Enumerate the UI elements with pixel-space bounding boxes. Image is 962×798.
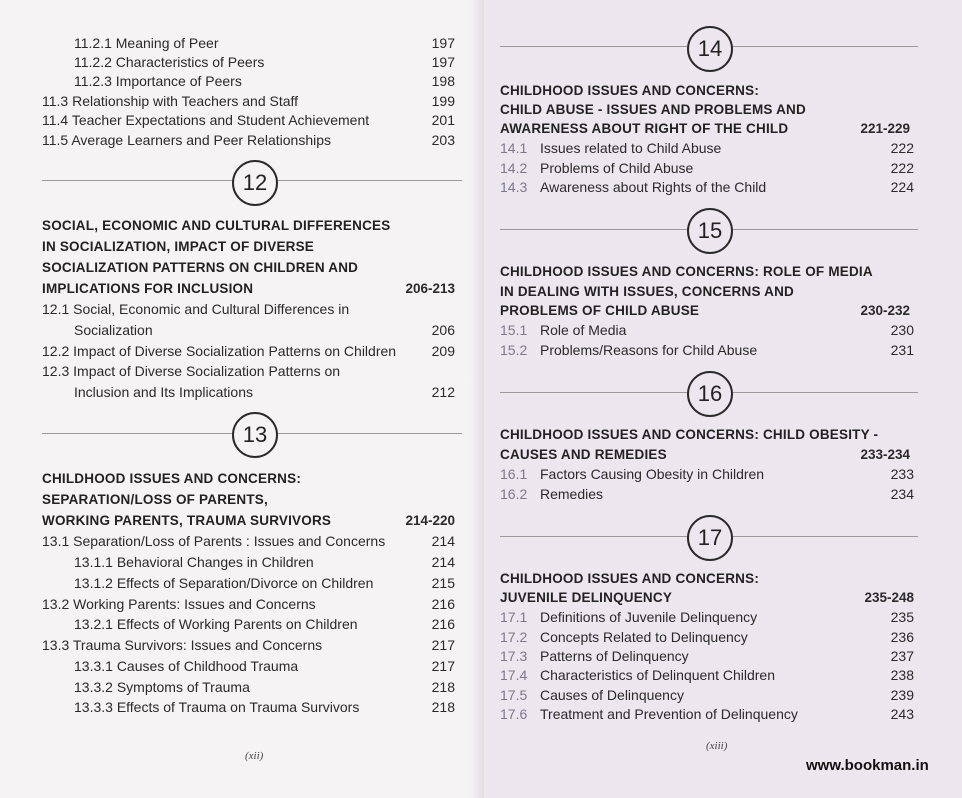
- page-folio: (xiii): [706, 740, 728, 752]
- toc-entry-16-1: [500, 465, 764, 483]
- page-number: 243: [890, 706, 914, 722]
- chapter-title-line: CHILDHOOD ISSUES AND CONCERNS: ROLE OF MEDIA: [500, 264, 873, 279]
- toc-entry-13-1: 13.1 Separation/Loss of Parents : Issues and Concerns: [42, 533, 386, 549]
- page-number: 233: [890, 466, 914, 482]
- section-number: 14.3: [500, 179, 528, 195]
- chapter-number-badge: 14: [687, 26, 733, 72]
- chapter-number-badge: 12: [232, 160, 278, 206]
- page-number: 230: [890, 322, 914, 338]
- toc-entry-13-3: 13.3 Trauma Survivors: Issues and Concerns: [42, 637, 323, 653]
- page-number: 222: [890, 140, 914, 156]
- section-title: Patterns of Delinquency: [540, 648, 689, 664]
- page-number: 234: [890, 486, 914, 502]
- chapter-title-line: IMPLICATIONS FOR INCLUSION: [42, 281, 254, 296]
- chapter-number-badge: 16: [687, 371, 733, 417]
- section-title: Awareness about Rights of the Child: [540, 179, 767, 195]
- section-number: 16.1: [500, 466, 528, 482]
- chapter-page-range: 214-220: [405, 513, 455, 528]
- section-title: Treatment and Prevention of Delinquency: [540, 706, 798, 722]
- section-title: Problems/Reasons for Child Abuse: [540, 342, 758, 358]
- toc-entry-17-6: [500, 705, 798, 723]
- watermark-url: www.bookman.in: [806, 757, 929, 774]
- section-number: 17.4: [500, 667, 528, 683]
- page-number: 206: [431, 322, 455, 338]
- chapter-title-line: CHILDHOOD ISSUES AND CONCERNS:: [500, 571, 760, 586]
- chapter-number-badge: 15: [687, 208, 733, 254]
- page-number: 216: [431, 616, 455, 632]
- section-title: Causes of Delinquency: [540, 687, 684, 703]
- chapter-page-range: 221-229: [860, 121, 910, 136]
- section-number: 17.3: [500, 648, 528, 664]
- toc-entry-13-3-2: 13.3.2 Symptoms of Trauma: [74, 679, 250, 695]
- page-number: 214: [431, 533, 455, 549]
- chapter-title-line: IN DEALING WITH ISSUES, CONCERNS AND: [500, 284, 794, 299]
- chapter-page-range: 230-232: [860, 303, 910, 318]
- chapter-title-line: SEPARATION/LOSS OF PARENTS,: [42, 492, 268, 507]
- chapter-title-line: CAUSES AND REMEDIES: [500, 447, 667, 462]
- page-number: 209: [431, 343, 455, 359]
- chapter-title-line: WORKING PARENTS, TRAUMA SURVIVORS: [42, 513, 332, 528]
- section-number: 16.2: [500, 486, 528, 502]
- chapter-title-line: JUVENILE DELINQUENCY: [500, 590, 673, 605]
- toc-entry-16-2: [500, 485, 603, 503]
- page-number: 216: [431, 596, 455, 612]
- toc-entry-14-1: [500, 139, 721, 157]
- section-title: Problems of Child Abuse: [540, 160, 694, 176]
- chapter-title-line: SOCIALIZATION PATTERNS ON CHILDREN AND: [42, 260, 359, 275]
- toc-entry-17-4: [500, 666, 775, 684]
- chapter-title-line: SOCIAL, ECONOMIC AND CULTURAL DIFFERENCES: [42, 218, 391, 233]
- toc-entry-13-1-2: 13.1.2 Effects of Separation/Divorce on Children: [74, 575, 374, 591]
- page-number: 214: [431, 554, 455, 570]
- toc-entry-13-2: 13.2 Working Parents: Issues and Concerns: [42, 596, 316, 612]
- page-number: 235: [890, 609, 914, 625]
- chapter-number-badge: 17: [687, 515, 733, 561]
- toc-entry-11-2-1: 11.2.1 Meaning of Peer: [74, 35, 219, 51]
- page-number: 197: [431, 54, 455, 70]
- chapter-page-range: 206-213: [405, 281, 455, 296]
- toc-entry-17-3: [500, 647, 689, 665]
- chapter-page-range: 235-248: [864, 590, 914, 605]
- toc-entry-17-2: [500, 628, 748, 646]
- section-number: 17.1: [500, 609, 528, 625]
- chapter-title-line: IN SOCIALIZATION, IMPACT OF DIVERSE: [42, 239, 315, 254]
- section-number: 15.2: [500, 342, 528, 358]
- section-number: 15.1: [500, 322, 528, 338]
- section-number: 17.6: [500, 706, 528, 722]
- toc-entry-12-1-cont: Socialization: [74, 322, 153, 338]
- page-number: 224: [890, 179, 914, 195]
- chapter-title-line: CHILD ABUSE - ISSUES AND PROBLEMS AND: [500, 102, 806, 117]
- page-number: 217: [431, 637, 455, 653]
- toc-entry-12-3: 12.3 Impact of Diverse Socialization Patterns on: [42, 363, 341, 379]
- chapter-title-line: AWARENESS ABOUT RIGHT OF THE CHILD: [500, 121, 789, 136]
- page-number: 199: [431, 93, 455, 109]
- section-title: Concepts Related to Delinquency: [540, 629, 748, 645]
- page-folio: (xii): [245, 750, 264, 762]
- page-number: 222: [890, 160, 914, 176]
- section-title: Characteristics of Delinquent Children: [540, 667, 775, 683]
- toc-entry-11-4: 11.4 Teacher Expectations and Student Achievement: [42, 112, 370, 128]
- section-number: 17.2: [500, 629, 528, 645]
- toc-entry-11-3: 11.3 Relationship with Teachers and Staff: [42, 93, 299, 109]
- toc-entry-15-1: [500, 321, 626, 339]
- toc-entry-15-2: [500, 341, 757, 359]
- page-number: 231: [890, 342, 914, 358]
- page-number: 197: [431, 35, 455, 51]
- section-number: 17.5: [500, 687, 528, 703]
- toc-entry-11-2-3: 11.2.3 Importance of Peers: [74, 73, 242, 89]
- section-title: Definitions of Juvenile Delinquency: [540, 609, 758, 625]
- chapter-title-line: CHILDHOOD ISSUES AND CONCERNS: CHILD OBESITY -: [500, 427, 879, 442]
- page-number: 238: [890, 667, 914, 683]
- toc-entry-14-2: [500, 159, 693, 177]
- right-page: [484, 0, 962, 798]
- section-title: Issues related to Child Abuse: [540, 140, 722, 156]
- section-number: 14.1: [500, 140, 528, 156]
- section-number: 14.2: [500, 160, 528, 176]
- chapter-page-range: 233-234: [860, 447, 910, 462]
- toc-entry-11-5: 11.5 Average Learners and Peer Relationships: [42, 132, 332, 148]
- toc-entry-12-3-cont: Inclusion and Its Implications: [74, 384, 253, 400]
- toc-entry-12-1: 12.1 Social, Economic and Cultural Differences in: [42, 301, 350, 317]
- toc-entry-17-1: [500, 608, 757, 626]
- toc-entry-17-5: [500, 686, 684, 704]
- section-title: Role of Media: [540, 322, 627, 338]
- page-number: 212: [431, 384, 455, 400]
- page-number: 201: [431, 112, 455, 128]
- toc-entry-13-2-1: 13.2.1 Effects of Working Parents on Children: [74, 616, 358, 632]
- section-title: Remedies: [540, 486, 604, 502]
- toc-entry-12-2: 12.2 Impact of Diverse Socialization Patterns on Children: [42, 343, 397, 359]
- page-number: 236: [890, 629, 914, 645]
- page-number: 218: [431, 679, 455, 695]
- section-title: Factors Causing Obesity in Children: [540, 466, 765, 482]
- chapter-title-line: CHILDHOOD ISSUES AND CONCERNS:: [500, 83, 760, 98]
- page-number: 215: [431, 575, 455, 591]
- page-number: 237: [890, 648, 914, 664]
- page-number: 239: [890, 687, 914, 703]
- chapter-title-line: PROBLEMS OF CHILD ABUSE: [500, 303, 700, 318]
- page-number: 218: [431, 699, 455, 715]
- page-number: 203: [431, 132, 455, 148]
- toc-entry-13-1-1: 13.1.1 Behavioral Changes in Children: [74, 554, 314, 570]
- toc-entry-14-3: [500, 178, 766, 196]
- toc-entry-11-2-2: 11.2.2 Characteristics of Peers: [74, 54, 265, 70]
- toc-entry-13-3-3: 13.3.3 Effects of Trauma on Trauma Survivors: [74, 699, 360, 715]
- page-number: 198: [431, 73, 455, 89]
- toc-entry-13-3-1: 13.3.1 Causes of Childhood Trauma: [74, 658, 299, 674]
- chapter-number-badge: 13: [232, 412, 278, 458]
- chapter-title-line: CHILDHOOD ISSUES AND CONCERNS:: [42, 471, 302, 486]
- page-number: 217: [431, 658, 455, 674]
